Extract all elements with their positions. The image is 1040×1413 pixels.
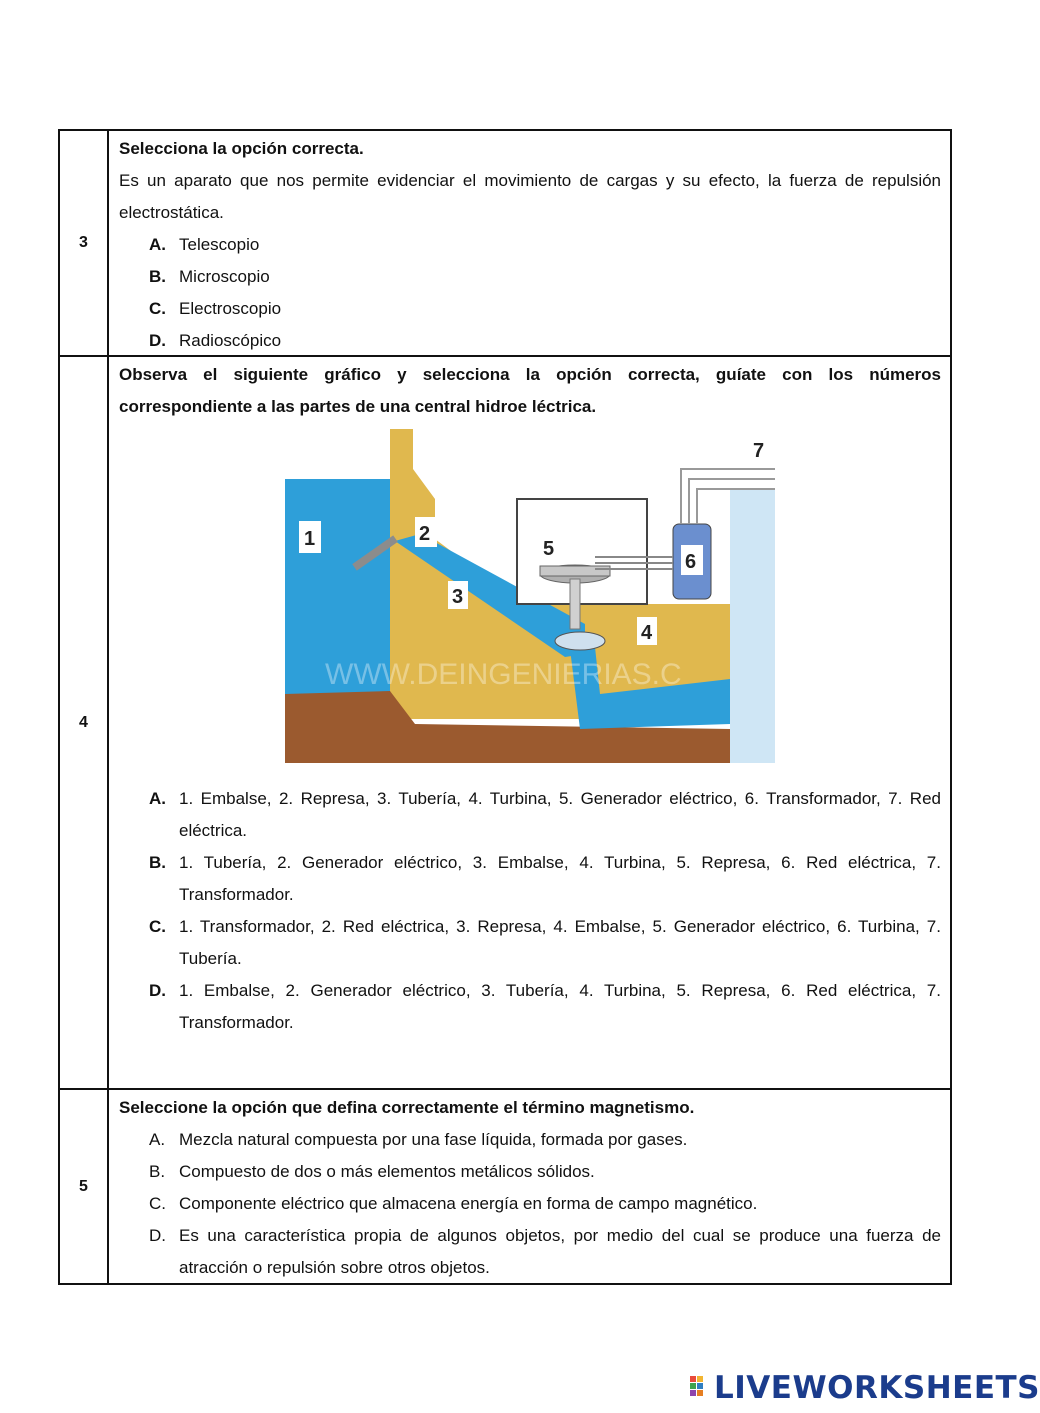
question-text: Es un aparato que nos permite evidenciar el movimiento de cargas y su efecto, la fuerza de repulsión electrostática. (119, 171, 941, 222)
option-text: 1. Embalse, 2. Represa, 3. Tubería, 4. Turbina, 5. Generador eléctrico, 6. Transformador, 7. Red eléctrica. (179, 789, 941, 840)
option-letter: C. (149, 917, 166, 936)
option-text: 1. Embalse, 2. Generador eléctrico, 3. Tubería, 4. Turbina, 5. Represa, 6. Red eléctrica, 7. Transformador. (179, 981, 941, 1032)
hydroelectric-diagram (119, 423, 941, 783)
diagram-watermark: WWW.DEINGENIERIAS.C (325, 658, 682, 691)
option-text: Mezcla natural compuesta por una fase líquida, formada por gases. (179, 1130, 688, 1149)
diagram-label-4: 4 (641, 622, 653, 644)
option-a[interactable] (119, 783, 941, 847)
option-letter: A. (149, 789, 166, 808)
option-letter: C. (149, 299, 166, 318)
option-d[interactable] (119, 325, 941, 357)
option-text: 1. Tubería, 2. Generador eléctrico, 3. Embalse, 4. Turbina, 5. Represa, 6. Red eléctrica, 7. Transformador. (179, 853, 941, 904)
diagram-label-3: 3 (452, 586, 464, 608)
option-letter: A. (149, 1130, 166, 1149)
question-title: Seleccione la opción que defina correctamente el término magnetismo. (119, 1098, 695, 1117)
question-number: 4 (60, 357, 109, 1088)
option-letter: B. (149, 853, 166, 872)
option-b[interactable] (119, 261, 941, 293)
option-letter: C. (149, 1194, 166, 1213)
option-text: Microscopio (179, 267, 270, 286)
diagram-label-2: 2 (419, 523, 431, 545)
question-number: 5 (60, 1090, 109, 1283)
option-b[interactable] (119, 847, 941, 911)
question-content (109, 1090, 950, 1283)
option-letter: D. (149, 331, 166, 350)
option-text: Compuesto de dos o más elementos metálicos sólidos. (179, 1162, 595, 1181)
option-text: Electroscopio (179, 299, 282, 318)
question-row-3 (60, 131, 950, 355)
option-c[interactable] (119, 293, 941, 325)
question-content (109, 357, 950, 1088)
question-row-5 (60, 1088, 950, 1283)
logo-blocks-icon (690, 1376, 712, 1400)
logo-text: LIVEWORKSHEETS (714, 1370, 1040, 1406)
option-text: Telescopio (179, 235, 260, 254)
option-b[interactable] (119, 1156, 941, 1188)
question-row-4 (60, 355, 950, 1088)
diagram-label-6: 6 (685, 551, 697, 573)
question-title: Selecciona la opción correcta. (119, 139, 364, 158)
option-text: Componente eléctrico que almacena energía en forma de campo magnético. (179, 1194, 758, 1213)
option-letter: B. (149, 267, 166, 286)
option-a[interactable] (119, 1124, 941, 1156)
question-content (109, 131, 950, 355)
question-title: Observa el siguiente gráfico y selecciona la opción correcta, guíate con los números correspondiente a las partes de una central hidroe léctrica. (119, 365, 941, 416)
option-text: Radioscópico (179, 331, 282, 350)
option-letter: D. (149, 981, 166, 1000)
option-letter: A. (149, 235, 166, 254)
option-letter: D. (149, 1226, 166, 1245)
option-c[interactable] (119, 911, 941, 975)
option-c[interactable] (119, 1188, 941, 1220)
liveworksheets-logo[interactable] (690, 1370, 1040, 1406)
option-text: 1. Transformador, 2. Red eléctrica, 3. Represa, 4. Embalse, 5. Generador eléctrico, 6. Turbina, 7. Tubería. (179, 917, 941, 968)
option-a[interactable] (119, 229, 941, 261)
option-d[interactable] (119, 975, 941, 1039)
diagram-label-7: 7 (753, 440, 765, 462)
worksheet-table (58, 129, 952, 1285)
option-d[interactable] (119, 1220, 941, 1284)
question-number: 3 (60, 131, 109, 355)
diagram-label-5: 5 (543, 538, 555, 560)
hydroelectric-plant-image (285, 429, 775, 763)
option-letter: B. (149, 1162, 166, 1181)
diagram-label-1: 1 (304, 528, 316, 550)
option-text: Es una característica propia de algunos objetos, por medio del cual se produce una fuerza de atracción o repulsión sobre otros objetos. (179, 1226, 941, 1277)
